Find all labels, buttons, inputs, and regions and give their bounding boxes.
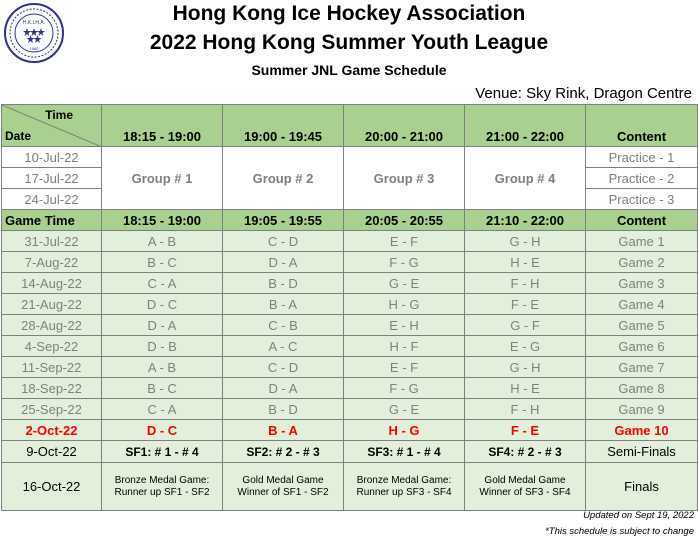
matchup: E - G xyxy=(465,336,586,357)
corner-time-label: Time xyxy=(45,108,73,122)
matchup: A - B xyxy=(102,231,223,252)
corner-cell xyxy=(2,105,102,147)
game-slot-4: 21:10 - 22:00 xyxy=(465,210,586,231)
matchup: G - H xyxy=(465,357,586,378)
practice-date: 24-Jul-22 xyxy=(2,189,102,210)
game-row xyxy=(2,231,698,252)
matchup: D - C xyxy=(102,420,223,441)
svg-text:1980: 1980 xyxy=(29,46,39,51)
game-row xyxy=(2,336,698,357)
game-date: 31-Jul-22 xyxy=(2,231,102,252)
matchup: C - D xyxy=(223,231,344,252)
group-3: Group # 3 xyxy=(344,147,465,210)
game-content: Game 9 xyxy=(586,399,698,420)
matchup: D - C xyxy=(102,294,223,315)
updated-note: Updated on Sept 19, 2022 xyxy=(583,510,694,521)
matchup: G - E xyxy=(344,399,465,420)
matchup: D - A xyxy=(223,378,344,399)
matchup: B - D xyxy=(223,273,344,294)
matchup: H - F xyxy=(344,336,465,357)
matchup: A - C xyxy=(223,336,344,357)
matchup: H - G xyxy=(344,420,465,441)
game-row xyxy=(2,294,698,315)
game-date: 14-Aug-22 xyxy=(2,273,102,294)
league-title: 2022 Hong Kong Summer Youth League xyxy=(149,31,549,54)
highlight-game-row xyxy=(2,420,698,441)
practice-slot-1: 18:15 - 19:00 xyxy=(102,105,223,147)
matchup: F - E xyxy=(465,420,586,441)
content-header: Content xyxy=(586,105,698,147)
final-row xyxy=(2,463,698,511)
semifinal-row xyxy=(2,441,698,463)
game-content: Game 4 xyxy=(586,294,698,315)
matchup: D - B xyxy=(102,336,223,357)
game-date: 11-Sep-22 xyxy=(2,357,102,378)
matchup: F - H xyxy=(465,399,586,420)
matchup: C - B xyxy=(223,315,344,336)
matchup: F - G xyxy=(344,378,465,399)
game-row xyxy=(2,315,698,336)
matchup: E - F xyxy=(344,231,465,252)
final-matchup-title: Gold Medal Game xyxy=(484,474,566,486)
matchup: B - D xyxy=(223,399,344,420)
semifinal-matchup: SF1: # 1 - # 4 xyxy=(102,441,223,463)
matchup: H - E xyxy=(465,252,586,273)
game-content-header: Content xyxy=(586,210,698,231)
schedule-table xyxy=(1,104,698,511)
disclaimer-note: *This schedule is subject to change xyxy=(545,526,694,537)
game-content: Game 6 xyxy=(586,336,698,357)
group-2: Group # 2 xyxy=(223,147,344,210)
semifinal-date: 9-Oct-22 xyxy=(2,441,102,463)
game-slot-3: 20:05 - 20:55 xyxy=(344,210,465,231)
matchup: D - A xyxy=(102,315,223,336)
matchup: E - H xyxy=(344,315,465,336)
game-time-label: Game Time xyxy=(2,210,102,231)
final-date: 16-Oct-22 xyxy=(2,463,102,511)
final-matchup-detail: Winner of SF3 - SF4 xyxy=(479,486,571,498)
game-date: 21-Aug-22 xyxy=(2,294,102,315)
practice-content: Practice - 2 xyxy=(586,168,698,189)
game-content: Game 10 xyxy=(586,420,698,441)
game-slot-2: 19:05 - 19:55 xyxy=(223,210,344,231)
final-matchup xyxy=(344,463,465,511)
matchup: F - H xyxy=(465,273,586,294)
final-matchup-detail: Winner of SF1 - SF2 xyxy=(237,486,329,498)
matchup: E - F xyxy=(344,357,465,378)
final-matchup-title: Bronze Medal Game: xyxy=(114,474,210,486)
matchup: A - B xyxy=(102,357,223,378)
game-row xyxy=(2,252,698,273)
matchup: B - A xyxy=(223,420,344,441)
game-row xyxy=(2,273,698,294)
matchup: B - C xyxy=(102,378,223,399)
game-date: 25-Sep-22 xyxy=(2,399,102,420)
game-date: 4-Sep-22 xyxy=(2,336,102,357)
game-date: 18-Sep-22 xyxy=(2,378,102,399)
practice-content: Practice - 1 xyxy=(586,147,698,168)
final-matchup xyxy=(465,463,586,511)
practice-slot-3: 20:00 - 21:00 xyxy=(344,105,465,147)
page-title: Hong Kong Ice Hockey Association xyxy=(172,2,526,25)
final-matchup xyxy=(102,463,223,511)
game-content: Game 3 xyxy=(586,273,698,294)
semifinal-matchup: SF4: # 2 - # 3 xyxy=(465,441,586,463)
matchup: G - F xyxy=(465,315,586,336)
final-matchup-title: Gold Medal Game xyxy=(242,474,324,486)
semifinal-matchup: SF3: # 1 - # 4 xyxy=(344,441,465,463)
practice-date: 17-Jul-22 xyxy=(2,168,102,189)
game-row xyxy=(2,378,698,399)
schedule-title: Summer JNL Game Schedule xyxy=(251,62,447,78)
matchup: F - E xyxy=(465,294,586,315)
game-date: 7-Aug-22 xyxy=(2,252,102,273)
game-slot-1: 18:15 - 19:00 xyxy=(102,210,223,231)
game-rows xyxy=(2,231,698,420)
game-content: Game 5 xyxy=(586,315,698,336)
matchup: D - A xyxy=(223,252,344,273)
game-content: Game 8 xyxy=(586,378,698,399)
practice-slot-4: 21:00 - 22:00 xyxy=(465,105,586,147)
final-content: Finals xyxy=(586,463,698,511)
practice-content: Practice - 3 xyxy=(586,189,698,210)
practice-date: 10-Jul-22 xyxy=(2,147,102,168)
corner-date-label: Date xyxy=(5,129,32,143)
game-content: Game 7 xyxy=(586,357,698,378)
group-1: Group # 1 xyxy=(102,147,223,210)
matchup: C - A xyxy=(102,273,223,294)
final-matchup-title: Bronze Medal Game: xyxy=(356,474,452,486)
game-row xyxy=(2,399,698,420)
final-matchup-detail: Runner up SF3 - SF4 xyxy=(356,486,452,498)
game-content: Game 1 xyxy=(586,231,698,252)
matchup: B - A xyxy=(223,294,344,315)
practice-row xyxy=(2,147,698,168)
game-date: 28-Aug-22 xyxy=(2,315,102,336)
matchup: F - G xyxy=(344,252,465,273)
game-row xyxy=(2,357,698,378)
practice-slot-2: 19:00 - 19:45 xyxy=(223,105,344,147)
game-time-header-row xyxy=(2,210,698,231)
matchup: G - E xyxy=(344,273,465,294)
matchup: C - A xyxy=(102,399,223,420)
svg-text:H.K.I.H.A.: H.K.I.H.A. xyxy=(22,20,46,26)
semifinal-content: Semi-Finals xyxy=(586,441,698,463)
semifinal-matchup: SF2: # 2 - # 3 xyxy=(223,441,344,463)
matchup: B - C xyxy=(102,252,223,273)
final-matchup-detail: Runner up SF1 - SF2 xyxy=(114,486,210,498)
matchup: G - H xyxy=(465,231,586,252)
venue-label: Venue: Sky Rink, Dragon Centre xyxy=(475,85,692,102)
practice-header-row xyxy=(2,105,698,147)
game-date: 2-Oct-22 xyxy=(2,420,102,441)
group-4: Group # 4 xyxy=(465,147,586,210)
matchup: H - G xyxy=(344,294,465,315)
matchup: C - D xyxy=(223,357,344,378)
final-matchup xyxy=(223,463,344,511)
game-content: Game 2 xyxy=(586,252,698,273)
matchup: H - E xyxy=(465,378,586,399)
